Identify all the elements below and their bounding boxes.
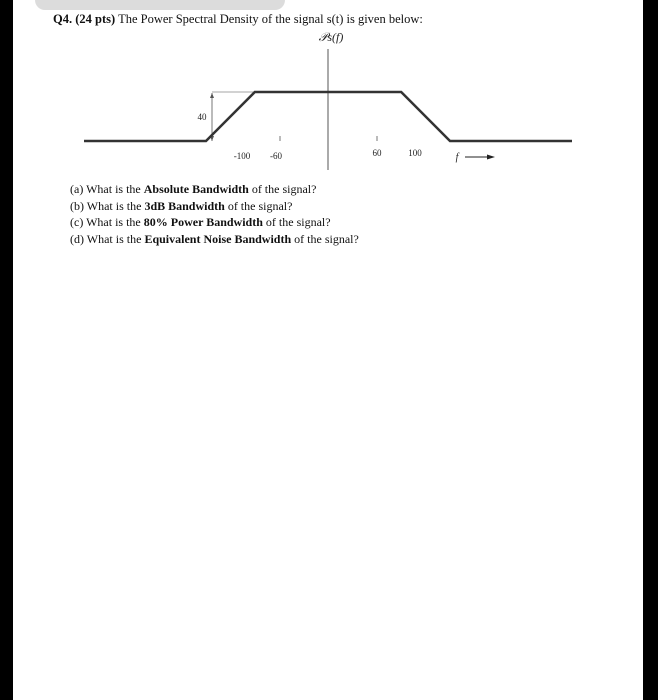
arrow-up-icon [210,93,214,98]
question-text: The Power Spectral Density of the signal s(t) is given below: [118,12,423,26]
chart-title: 𝒫s(f) [318,30,344,44]
x-tick-label-neg100: -100 [233,151,251,161]
arrow-right-icon [487,155,495,160]
question-part-a: (a) What is the Absolute Bandwidth of the signal? [70,182,317,196]
x-axis-label: f [455,152,459,163]
x-tick-label-100: 100 [408,148,422,158]
question-parts [70,181,359,247]
question-part-d: (d) What is the Equivalent Noise Bandwidth of the signal? [70,231,359,246]
document-page [13,0,643,700]
question-part-b: (b) What is the 3dB Bandwidth of the signal? [70,198,293,213]
question-number: Q4. [53,12,73,26]
question-points: (24 pts) [75,12,116,26]
question-part-c: (c) What is the 80% Power Bandwidth of the signal? [70,215,331,229]
x-tick-label-neg60: -60 [270,151,282,161]
psd-chart [13,0,643,180]
x-tick-label-60: 60 [372,148,382,158]
y-tick-label: 40 [197,112,207,122]
